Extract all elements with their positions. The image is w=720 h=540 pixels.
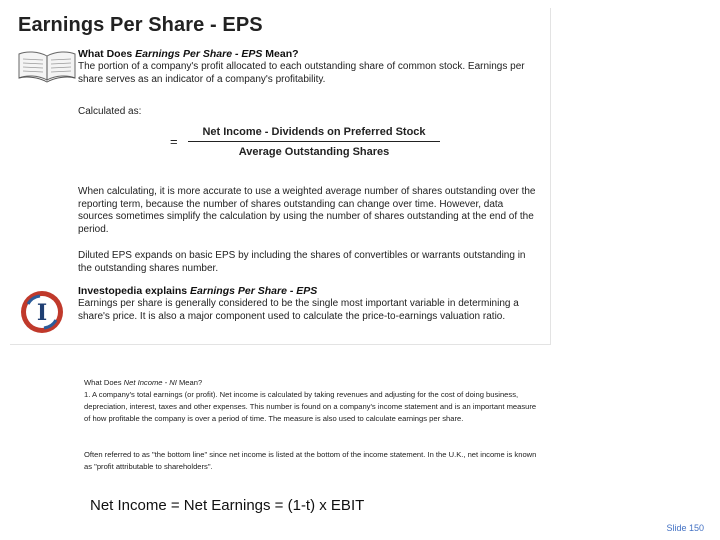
logo-letter: I <box>36 300 48 326</box>
open-book-icon <box>16 48 78 84</box>
net-income-heading: What Does Net Income - NI Mean? <box>84 378 203 387</box>
net-income-formula: Net Income = Net Earnings = (1-t) x EBIT <box>90 497 365 514</box>
eps-definition-panel <box>10 8 551 345</box>
net-income-bottom-line-note: Often referred to as "the bottom line" since net income is listed at the bottom of the income statement. In the U.K., net income is known as "profit attributable to shareholders". <box>84 450 537 471</box>
diluted-eps-text: Diluted EPS expands on basic EPS by including the shares of convertibles or warrants outstanding in the outstanding shares number. <box>78 250 526 274</box>
net-income-definition: 1. A company's total earnings (or profit). Net income is calculated by taking revenues and adjusting for the cost of doing business, depreciation, interest, taxes and other expenses. This number is found on a company's income statement and is an important measure of how profitable the company is over a period of time. The measure is also used to calculate earnings per share. <box>84 390 537 423</box>
weighted-average-text: When calculating, it is more accurate to use a weighted average number of shares outstanding over the reporting term, because the number of shares outstanding can change over time. However, data sources sometimes simplify the calculation by using the number of shares outstanding at the end of the period. <box>78 186 536 235</box>
investopedia-explains-heading: Investopedia explains Earnings Per Share - EPS <box>78 285 318 297</box>
eps-definition-text: The portion of a company's profit allocated to each outstanding share of common stock. Earnings per share serves as an indicator of a company's profitability. <box>78 61 525 85</box>
slide-number: Slide 150 <box>666 523 704 533</box>
investopedia-explains-text: Earnings per share is generally considered to be the single most important variable in determining a share's price. It is also a major component used to calculate the price-to-earnings valuation ratio. <box>78 298 519 322</box>
calculated-as-label: Calculated as: <box>78 106 142 117</box>
equals-sign: = <box>170 134 178 149</box>
page-title: Earnings Per Share - EPS <box>18 14 263 36</box>
what-does-eps-mean-heading: What Does Earnings Per Share - EPS Mean? <box>78 48 299 60</box>
eps-formula <box>188 126 440 158</box>
investopedia-logo-icon <box>20 290 64 334</box>
formula-numerator: Net Income - Dividends on Preferred Stock <box>188 126 440 142</box>
formula-denominator: Average Outstanding Shares <box>238 146 390 158</box>
